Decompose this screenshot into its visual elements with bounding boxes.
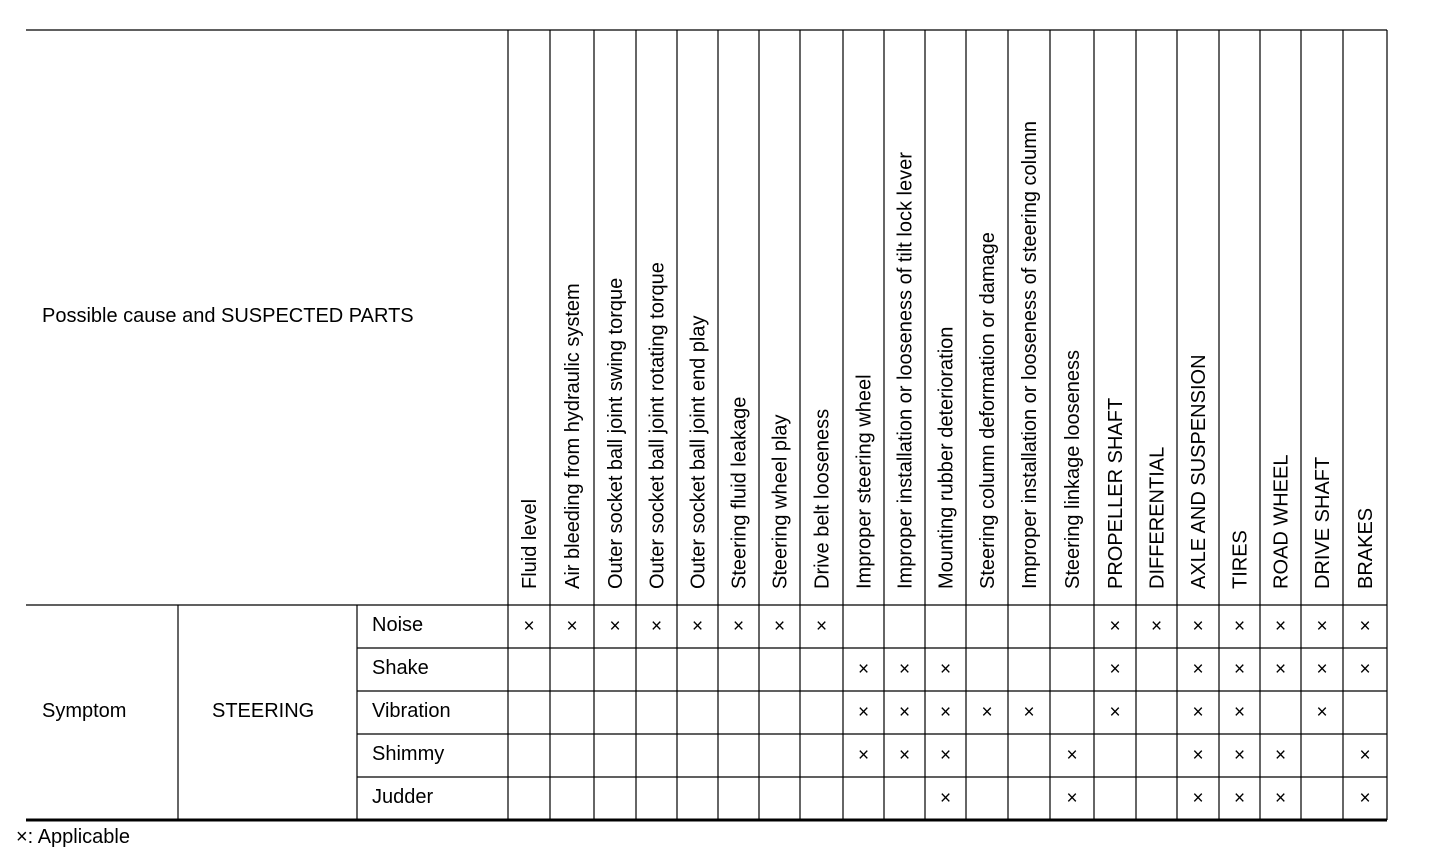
column-header: AXLE AND SUSPENSION [1188,354,1210,589]
applicable-mark: × [566,616,578,637]
header-label: Possible cause and SUSPECTED PARTS [42,305,414,327]
applicable-mark: × [1316,702,1328,723]
applicable-mark: × [732,616,745,637]
applicable-mark: × [1233,659,1246,680]
applicable-mark: × [1274,616,1287,637]
applicable-mark: × [1192,616,1204,637]
applicable-mark: × [939,702,952,723]
column-header: BRAKES [1355,507,1377,589]
applicable-mark: × [1192,788,1204,809]
applicable-mark: × [1150,616,1163,637]
column-header: Improper steering wheel [853,374,876,589]
symptom-row-label: Shimmy [372,743,445,765]
column-header: ROAD WHEEL [1270,454,1293,589]
applicable-mark: × [1023,702,1035,723]
applicable-mark: × [1192,702,1204,723]
applicable-mark: × [1274,659,1287,680]
symptom-row-label: Vibration [372,700,451,722]
applicable-mark: × [1233,788,1246,809]
column-header: Steering linkage looseness [1062,349,1084,589]
column-header: DIFFERENTIAL [1146,446,1169,589]
column-header: Mounting rubber deterioration [935,326,958,589]
applicable-mark: × [1233,616,1246,637]
symptom-row-label: Shake [372,657,429,679]
applicable-mark: × [898,702,911,723]
applicable-mark: × [1274,745,1287,766]
column-header: Improper installation or looseness of tilt lock lever [894,152,917,589]
applicable-mark: × [1066,788,1078,809]
column-header: Steering wheel play [769,414,792,589]
applicable-mark: × [1233,702,1246,723]
column-header: TIRES [1229,530,1252,589]
applicable-mark: × [650,616,663,637]
applicable-mark: × [1192,745,1204,766]
applicable-mark: × [939,745,952,766]
applicable-mark: × [609,616,621,637]
applicable-mark: × [523,616,535,637]
column-header: Fluid level [519,498,541,589]
applicable-mark: × [1359,788,1371,809]
column-header: Steering column deformation or damage [977,232,999,589]
applicable-mark: × [815,616,828,637]
applicable-mark: × [857,702,870,723]
applicable-mark: × [939,659,952,680]
applicable-mark: × [981,702,993,723]
steering-category-label: STEERING [212,700,315,722]
legend: ×: Applicable [16,826,130,848]
applicable-mark: × [1109,659,1121,680]
applicable-mark: × [939,788,952,809]
column-header: Drive belt looseness [811,408,834,589]
column-header: Steering fluid leakage [728,396,751,589]
applicable-mark: × [1274,788,1287,809]
applicable-mark: × [1359,745,1371,766]
applicable-mark: × [1192,659,1204,680]
applicable-mark: × [857,745,870,766]
applicable-mark: × [1359,659,1371,680]
applicable-mark: × [1359,616,1371,637]
symptom-row-label: Judder [372,786,434,808]
applicable-mark: × [1066,745,1078,766]
applicable-mark: × [1316,616,1328,637]
applicable-mark: × [1316,659,1328,680]
column-header: Outer socket ball joint swing torque [605,277,627,589]
applicable-mark: × [1109,616,1121,637]
column-header: DRIVE SHAFT [1312,456,1334,589]
column-header: PROPELLER SHAFT [1105,397,1127,589]
column-header: Improper installation or looseness of steering column [1019,120,1041,589]
column-header: Outer socket ball joint rotating torque [646,262,669,589]
symptom-row-label: Noise [372,614,424,636]
symptom-group-label: Symptom [42,700,127,722]
applicable-mark: × [857,659,870,680]
applicable-mark: × [1233,745,1246,766]
applicable-mark: × [691,616,704,637]
applicable-mark: × [1109,702,1121,723]
column-header: Outer socket ball joint end play [687,315,710,589]
applicable-mark: × [773,616,786,637]
column-header: Air bleeding from hydraulic system [562,283,584,589]
applicable-mark: × [898,659,911,680]
applicable-mark: × [898,745,911,766]
